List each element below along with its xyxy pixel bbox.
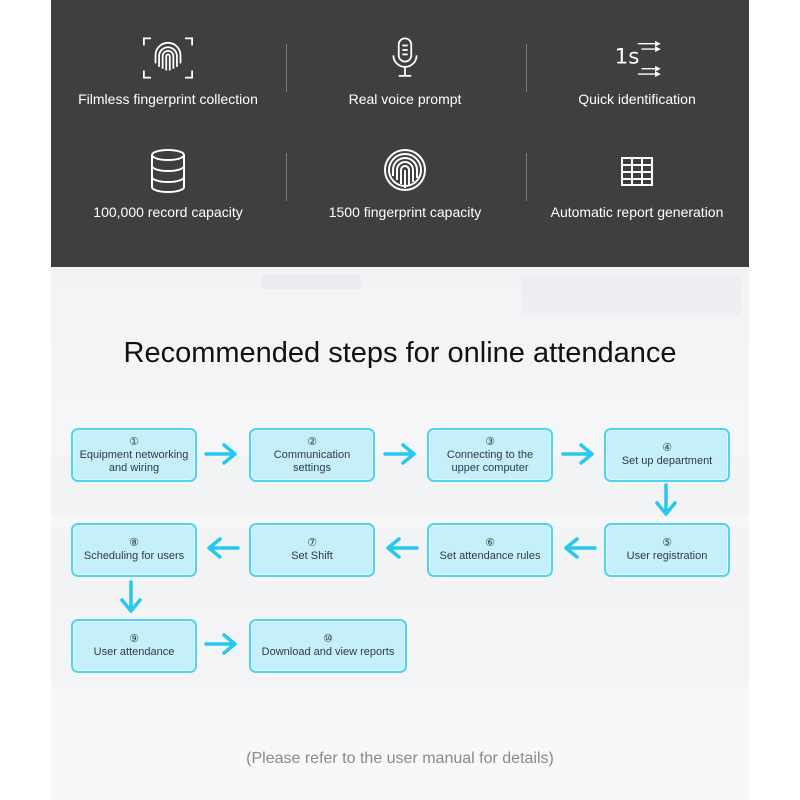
arrow-down-icon xyxy=(654,483,678,519)
step-number: ③ xyxy=(485,434,495,448)
step-number: ⑨ xyxy=(129,632,139,645)
step-number: ⑧ xyxy=(129,536,139,549)
step-9 xyxy=(71,619,197,673)
step-number: ⑤ xyxy=(662,536,672,549)
feature-label: 100,000 record capacity xyxy=(93,204,243,220)
fingerprint-scan-icon xyxy=(133,33,203,83)
step-number: ⑦ xyxy=(307,536,317,549)
feature-voice-prompt xyxy=(289,33,521,107)
arrow-right-icon xyxy=(204,442,240,466)
arrow-right-icon xyxy=(383,442,419,466)
step-5 xyxy=(604,523,730,577)
table-grid-icon xyxy=(612,146,662,196)
step-2 xyxy=(249,428,375,482)
feature-label: Filmless fingerprint collection xyxy=(78,91,258,107)
arrow-down-icon xyxy=(119,580,143,616)
arrow-right-icon xyxy=(204,632,240,656)
quick-id-text: 1s xyxy=(614,44,640,70)
step-number: ⑩ xyxy=(323,632,333,645)
feature-label: Real voice prompt xyxy=(348,91,462,107)
feature-fingerprint-capacity xyxy=(289,146,521,220)
feature-label: 1500 fingerprint capacity xyxy=(328,204,482,220)
arrow-right-icon xyxy=(561,442,597,466)
feature-record-capacity xyxy=(52,146,284,220)
feature-label: Automatic report generation xyxy=(550,204,724,220)
step-label: Connecting to the upper computer xyxy=(446,448,534,474)
step-label: Communication settings xyxy=(273,448,351,474)
divider xyxy=(286,44,287,92)
divider xyxy=(286,153,287,201)
quick-id-icon xyxy=(602,33,672,83)
step-label: Set up department xyxy=(621,455,713,467)
step-label: User registration xyxy=(626,550,708,562)
step-10 xyxy=(249,619,407,673)
arrow-left-icon xyxy=(561,536,597,560)
step-label: Set Shift xyxy=(291,550,333,562)
microphone-icon xyxy=(375,33,435,83)
step-label: Equipment networking and wiring xyxy=(79,448,189,474)
step-label: User attendance xyxy=(93,646,175,658)
step-number: ⑥ xyxy=(485,536,495,549)
step-3 xyxy=(427,428,553,482)
fingerprint-icon xyxy=(380,146,430,196)
step-8 xyxy=(71,523,197,577)
step-number: ② xyxy=(307,434,317,448)
step-7 xyxy=(249,523,375,577)
step-label: Set attendance rules xyxy=(439,550,541,562)
step-label: Download and view reports xyxy=(261,646,395,658)
feature-filmless-fingerprint xyxy=(52,33,284,107)
step-number: ④ xyxy=(662,441,672,454)
arrow-left-icon xyxy=(383,536,419,560)
step-1 xyxy=(71,428,197,482)
database-icon xyxy=(143,146,193,196)
step-6 xyxy=(427,523,553,577)
arrow-left-icon xyxy=(204,536,240,560)
page-title: Recommended steps for online attendance xyxy=(123,337,677,369)
step-label: Scheduling for users xyxy=(83,550,185,562)
feature-label: Quick identification xyxy=(578,91,696,107)
step-number: ① xyxy=(129,434,139,448)
footnote: (Please refer to the user manual for details) xyxy=(246,750,554,767)
feature-report-generation xyxy=(521,146,753,220)
feature-quick-identification xyxy=(521,33,753,107)
step-4 xyxy=(604,428,730,482)
